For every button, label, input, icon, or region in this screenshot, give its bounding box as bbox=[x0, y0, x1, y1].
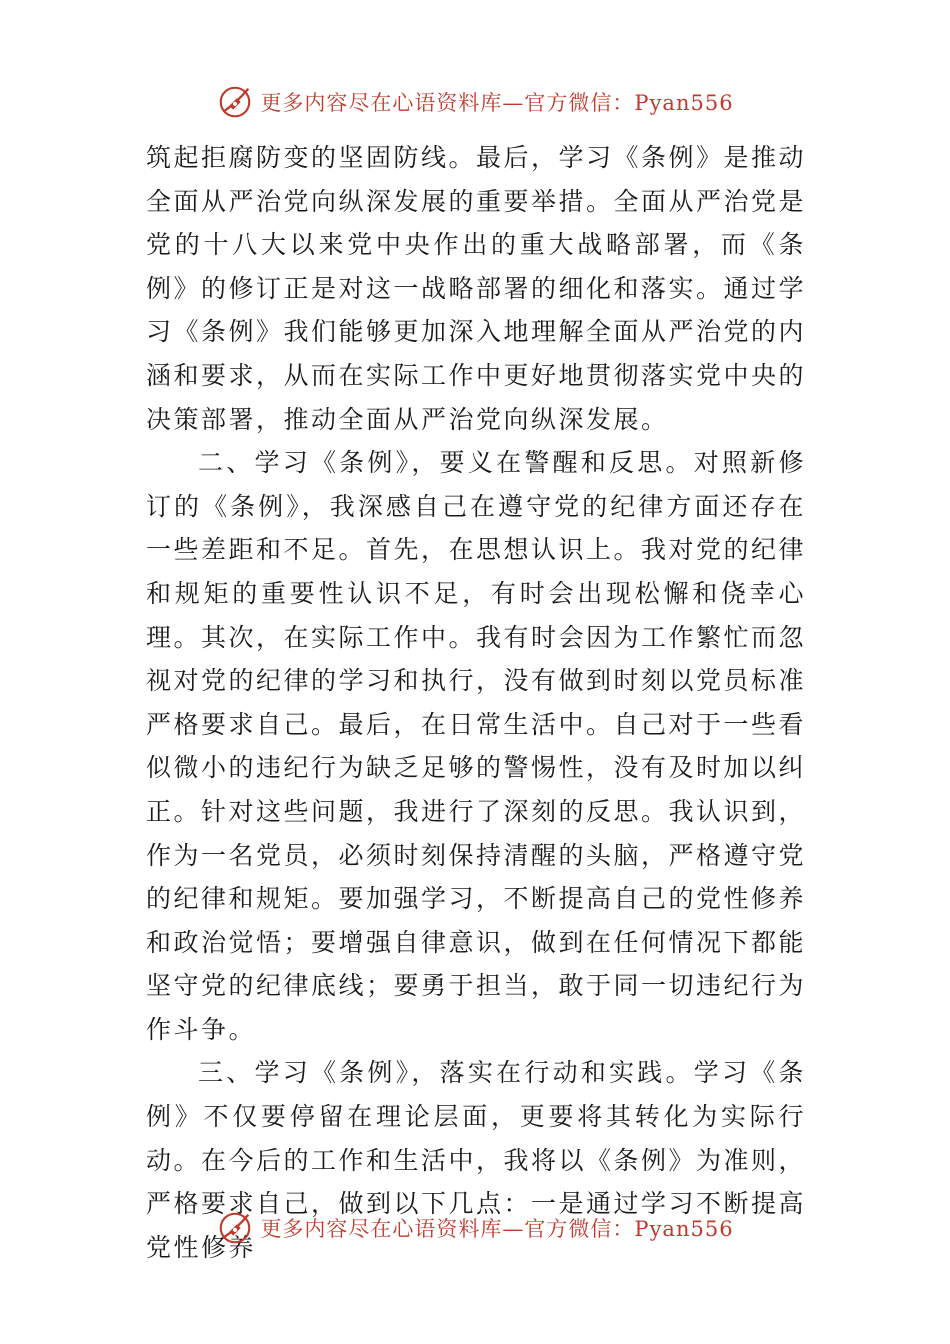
pen-circle-logo-icon bbox=[216, 1209, 254, 1247]
paragraph-2: 二、学习《条例》，要义在警醒和反思。对照新修订的《条例》，我深感自己在遵守党的纪律方面还存在一些差距和不足。首先，在思想认识上。我对党的纪律和规矩的重要性认识不足，有时会出现松懈和侥幸心理。其次，在实际工作中。我有时会因为工作繁忙而忽视对党的纪律的学习和执行，没有做到时刻以党员标准严格要求自己。最后，在日常生活中。自己对于一些看似微小的违纪行为缺乏足够的警惕性，没有及时加以纠正。针对这些问题，我进行了深刻的反思。我认识到，作为一名党员，必须时刻保持清醒的头脑，严格遵守党的纪律和规矩。要加强学习，不断提高自己的党性修养和政治觉悟；要增强自律意识，做到在任何情况下都能坚守党的纪律底线；要勇于担当，敢于同一切违纪行为作斗争。 bbox=[146, 448, 807, 1044]
footer-banner bbox=[0, 1208, 950, 1248]
footer-banner-text: 更多内容尽在心语资料库—官方微信：Pyan556 bbox=[260, 1217, 734, 1241]
document-body bbox=[146, 136, 806, 1269]
paragraph-1: 筑起拒腐防变的坚固防线。最后，学习《条例》是推动全面从严治党向纵深发展的重要举措。全面从严治党是党的十八大以来党中央作出的重大战略部署，而《条例》的修订正是对这一战略部署的细化和落实。通过学习《条例》我们能够更加深入地理解全面从严治党的内涵和要求，从而在实际工作中更好地贯彻落实党中央的决策部署，推动全面从严治党向纵深发展。 bbox=[146, 143, 807, 434]
paragraph-3: 三、学习《条例》，落实在行动和实践。学习《条例》不仅要停留在理论层面，更要将其转化为实际行动。在今后的工作和生活中，我将以《条例》为准则，严格要求自己，做到以下几点：一是通过学习不断提高党性修养 bbox=[146, 1058, 807, 1262]
header-banner-text: 更多内容尽在心语资料库—官方微信：Pyan556 bbox=[260, 91, 734, 115]
header-banner bbox=[0, 82, 950, 122]
pen-circle-logo-icon bbox=[216, 83, 254, 121]
